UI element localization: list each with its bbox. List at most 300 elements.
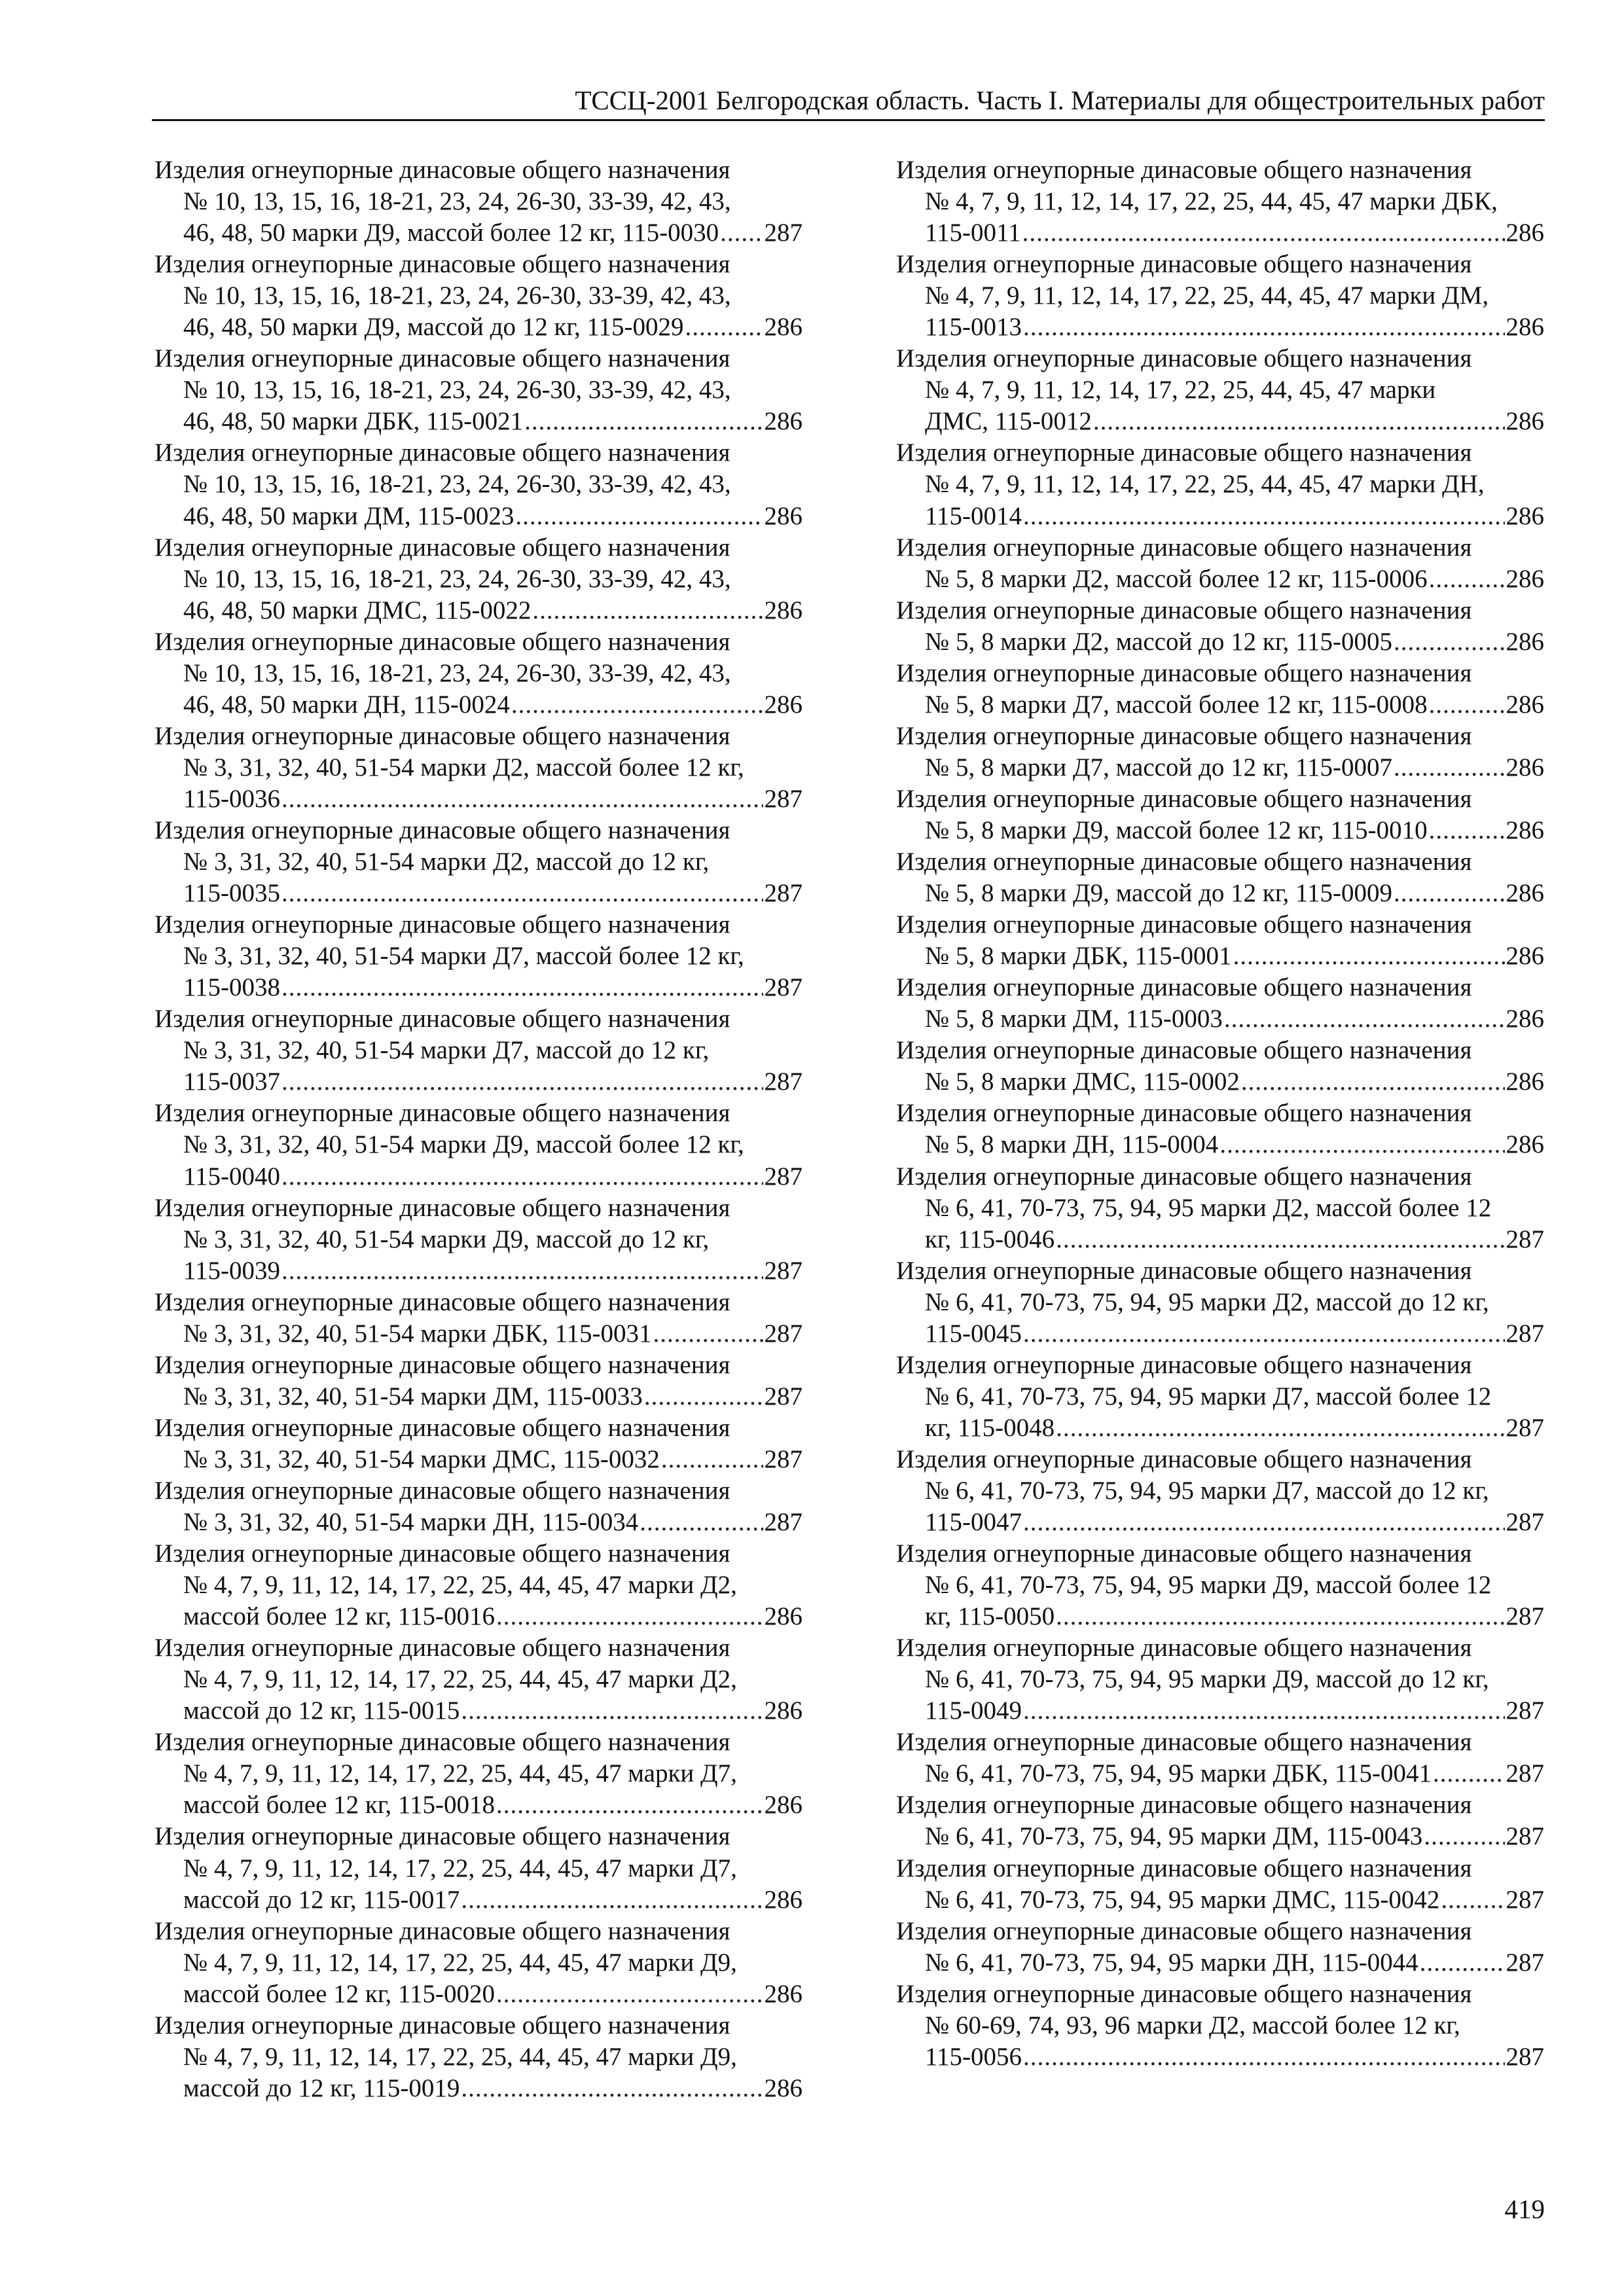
entry-continuation: № 3, 31, 32, 40, 51-54 марки Д7, массой до 12 кг, bbox=[183, 1036, 710, 1065]
entry-last-line bbox=[154, 1979, 803, 2010]
entry-continuation: № 10, 13, 15, 16, 18-21, 23, 24, 26-30, 33-39, 42, 43, bbox=[183, 376, 731, 404]
index-entry bbox=[896, 1853, 1544, 1916]
entry-title: Изделия огнеупорные динасовые общего назначения bbox=[154, 344, 731, 373]
dot-leader bbox=[281, 1255, 763, 1287]
entry-code: 46, 48, 50 марки ДМС, 115-0022 bbox=[183, 596, 532, 624]
dot-leader bbox=[1429, 689, 1505, 721]
entry-page-ref: 286 bbox=[1506, 879, 1544, 908]
entry-code: массой до 12 кг, 115-0017 bbox=[183, 1885, 460, 1914]
entry-last-line bbox=[154, 1318, 803, 1350]
dot-leader bbox=[685, 312, 763, 343]
index-entry bbox=[896, 1632, 1544, 1727]
entry-code: 115-0037 bbox=[183, 1067, 281, 1096]
entry-continuation: № 6, 41, 70-73, 75, 94, 95 марки Д9, массой более 12 bbox=[925, 1571, 1492, 1600]
index-entry bbox=[154, 626, 803, 721]
index-entry bbox=[154, 1475, 803, 1538]
entry-page-ref: 286 bbox=[1506, 753, 1544, 781]
entry-page-ref: 286 bbox=[764, 2073, 803, 2102]
entry-continuation: № 6, 41, 70-73, 75, 94, 95 марки Д2, массой более 12 bbox=[925, 1193, 1492, 1222]
entry-code: массой более 12 кг, 115-0016 bbox=[183, 1602, 495, 1631]
dot-leader bbox=[1429, 815, 1505, 846]
entry-code: 46, 48, 50 марки Д9, массой до 12 кг, 115-0029 bbox=[183, 313, 684, 342]
entry-code: массой до 12 кг, 115-0015 bbox=[183, 1696, 460, 1725]
entry-continuation: № 4, 7, 9, 11, 12, 14, 17, 22, 25, 44, 45, 47 марки Д7, bbox=[183, 1854, 737, 1882]
index-entry bbox=[896, 1350, 1544, 1444]
entry-page-ref: 287 bbox=[1506, 1885, 1544, 1914]
entry-title: Изделия огнеупорные динасовые общего назначения bbox=[154, 1193, 731, 1222]
dot-leader bbox=[1023, 2041, 1504, 2073]
index-entry bbox=[154, 1003, 803, 1098]
entry-last-line bbox=[896, 1507, 1544, 1538]
dot-leader bbox=[1022, 217, 1505, 249]
index-entry bbox=[896, 909, 1544, 972]
entry-code: 46, 48, 50 марки ДБК, 115-0021 bbox=[183, 407, 524, 436]
index-entry bbox=[154, 437, 803, 531]
index-entry bbox=[154, 1412, 803, 1475]
entry-code: ДМС, 115-0012 bbox=[925, 407, 1092, 436]
entry-title: Изделия огнеупорные динасовые общего назначения bbox=[154, 1099, 731, 1128]
entry-page-ref: 286 bbox=[1506, 313, 1544, 342]
entry-page-ref: 286 bbox=[1506, 407, 1544, 436]
dot-leader bbox=[281, 1161, 763, 1193]
entry-last-line bbox=[154, 1695, 803, 1727]
entry-page-ref: 287 bbox=[764, 1319, 803, 1348]
dot-leader bbox=[1093, 406, 1505, 437]
entry-code: массой более 12 кг, 115-0018 bbox=[183, 1791, 495, 1820]
entry-last-line bbox=[154, 878, 803, 909]
index-entry bbox=[896, 595, 1544, 658]
entry-code: массой более 12 кг, 115-0020 bbox=[183, 1979, 495, 2008]
index-entry bbox=[154, 1632, 803, 1727]
entry-code: № 3, 31, 32, 40, 51-54 марки ДМ, 115-0033 bbox=[183, 1382, 643, 1410]
entry-page-ref: 287 bbox=[764, 1444, 803, 1473]
entry-title: Изделия огнеупорные динасовые общего назначения bbox=[154, 910, 731, 939]
index-entry bbox=[154, 815, 803, 909]
entry-last-line bbox=[896, 626, 1544, 658]
entry-page-ref: 287 bbox=[1506, 2042, 1544, 2071]
entry-page-ref: 287 bbox=[1506, 1602, 1544, 1631]
entry-page-ref: 286 bbox=[764, 1602, 803, 1631]
dot-leader bbox=[1441, 1884, 1504, 1916]
dot-leader bbox=[1023, 1318, 1504, 1350]
dot-leader bbox=[1056, 1412, 1504, 1444]
entry-page-ref: 286 bbox=[1506, 564, 1544, 593]
index-column-left bbox=[154, 154, 803, 2104]
entry-continuation: № 4, 7, 9, 11, 12, 14, 17, 22, 25, 44, 45, 47 марки bbox=[925, 376, 1436, 404]
entry-title: Изделия огнеупорные динасовые общего назначения bbox=[896, 344, 1472, 373]
entry-page-ref: 286 bbox=[764, 596, 803, 624]
index-entry bbox=[154, 1916, 803, 2010]
index-column-right bbox=[896, 154, 1544, 2073]
entry-page-ref: 286 bbox=[764, 1696, 803, 1725]
entry-continuation: № 4, 7, 9, 11, 12, 14, 17, 22, 25, 44, 45, 47 марки Д9, bbox=[183, 1948, 737, 1977]
dot-leader bbox=[532, 595, 763, 626]
entry-page-ref: 286 bbox=[764, 1791, 803, 1820]
dot-leader bbox=[1023, 501, 1504, 532]
entry-last-line bbox=[896, 564, 1544, 595]
entry-last-line bbox=[154, 1601, 803, 1632]
header-rule bbox=[152, 119, 1545, 121]
entry-last-line bbox=[154, 501, 803, 532]
dot-leader bbox=[1224, 1003, 1505, 1035]
entry-code: 46, 48, 50 марки ДН, 115-0024 bbox=[183, 690, 510, 719]
entry-title: Изделия огнеупорные динасовые общего назначения bbox=[896, 848, 1472, 876]
dot-leader bbox=[1023, 312, 1504, 343]
index-entry bbox=[896, 1789, 1544, 1852]
dot-leader bbox=[281, 1066, 763, 1098]
entry-page-ref: 287 bbox=[1506, 1319, 1544, 1348]
dot-leader bbox=[281, 783, 763, 815]
index-entry bbox=[896, 1538, 1544, 1632]
entry-page-ref: 287 bbox=[764, 1256, 803, 1285]
entry-page-ref: 286 bbox=[1506, 501, 1544, 530]
entry-last-line bbox=[154, 217, 803, 249]
entry-title: Изделия огнеупорные динасовые общего назначения bbox=[896, 1350, 1472, 1379]
dot-leader bbox=[1394, 626, 1505, 658]
dot-leader bbox=[661, 1444, 763, 1475]
entry-code: 115-0039 bbox=[183, 1256, 281, 1285]
entry-page-ref: 287 bbox=[764, 1162, 803, 1191]
entry-title: Изделия огнеупорные динасовые общего назначения bbox=[896, 1256, 1472, 1285]
entry-last-line bbox=[896, 1066, 1544, 1098]
index-entry bbox=[896, 249, 1544, 343]
entry-title: Изделия огнеупорные динасовые общего назначения bbox=[154, 1634, 731, 1662]
entry-title: Изделия огнеупорные динасовые общего назначения bbox=[154, 156, 731, 184]
entry-code: 115-0045 bbox=[925, 1319, 1022, 1348]
entry-code: № 6, 41, 70-73, 75, 94, 95 марки ДБК, 115-0041 bbox=[925, 1759, 1432, 1788]
entry-title: Изделия огнеупорные динасовые общего назначения bbox=[154, 533, 731, 562]
entry-continuation: № 4, 7, 9, 11, 12, 14, 17, 22, 25, 44, 45, 47 марки ДН, bbox=[925, 470, 1485, 499]
index-entry bbox=[896, 343, 1544, 437]
entry-code: № 6, 41, 70-73, 75, 94, 95 марки ДН, 115-0044 bbox=[925, 1948, 1418, 1977]
index-entry bbox=[154, 1727, 803, 1821]
entry-last-line bbox=[154, 1507, 803, 1538]
entry-code: 115-0013 bbox=[925, 313, 1022, 342]
entry-title: Изделия огнеупорные динасовые общего назначения bbox=[896, 910, 1472, 939]
entry-title: Изделия огнеупорные динасовые общего назначения bbox=[896, 1728, 1472, 1757]
dot-leader bbox=[653, 1318, 763, 1350]
entry-last-line bbox=[154, 1444, 803, 1475]
index-entry bbox=[154, 1350, 803, 1412]
entry-page-ref: 286 bbox=[764, 1979, 803, 2008]
entry-last-line bbox=[154, 312, 803, 343]
entry-page-ref: 286 bbox=[764, 690, 803, 719]
entry-title: Изделия огнеупорные динасовые общего назначения bbox=[896, 1099, 1472, 1128]
entry-title: Изделия огнеупорные динасовые общего назначения bbox=[154, 1476, 731, 1505]
entry-title: Изделия огнеупорные динасовые общего назначения bbox=[896, 533, 1472, 562]
entry-continuation: № 60-69, 74, 93, 96 марки Д2, массой более 12 кг, bbox=[925, 2011, 1460, 2039]
dot-leader bbox=[720, 217, 763, 249]
entry-continuation: № 4, 7, 9, 11, 12, 14, 17, 22, 25, 44, 45, 47 марки Д7, bbox=[183, 1759, 737, 1788]
entry-title: Изделия огнеупорные динасовые общего назначения bbox=[154, 1005, 731, 1033]
entry-last-line bbox=[154, 1381, 803, 1412]
entry-title: Изделия огнеупорные динасовые общего назначения bbox=[154, 1350, 731, 1379]
index-entry bbox=[154, 249, 803, 343]
entry-code: № 6, 41, 70-73, 75, 94, 95 марки ДМС, 115-0042 bbox=[925, 1885, 1440, 1914]
entry-continuation: № 4, 7, 9, 11, 12, 14, 17, 22, 25, 44, 45, 47 марки ДМ, bbox=[925, 281, 1489, 310]
entry-title: Изделия огнеупорные динасовые общего назначения bbox=[896, 1854, 1472, 1882]
index-entry bbox=[896, 846, 1544, 909]
entry-title: Изделия огнеупорные динасовые общего назначения bbox=[154, 1413, 731, 1442]
entry-code: 115-0038 bbox=[183, 973, 281, 1002]
dot-leader bbox=[640, 1507, 763, 1538]
entry-code: кг, 115-0050 bbox=[925, 1602, 1055, 1631]
entry-last-line bbox=[896, 878, 1544, 909]
entry-page-ref: 287 bbox=[1506, 1225, 1544, 1253]
dot-leader bbox=[1023, 1695, 1504, 1727]
entry-continuation: № 3, 31, 32, 40, 51-54 марки Д7, массой более 12 кг, bbox=[183, 942, 744, 971]
dot-leader bbox=[1429, 564, 1505, 595]
entry-last-line bbox=[154, 689, 803, 721]
index-entry bbox=[154, 1821, 803, 1915]
entry-page-ref: 286 bbox=[1506, 1067, 1544, 1096]
dot-leader bbox=[461, 1695, 763, 1727]
dot-leader bbox=[281, 972, 763, 1003]
entry-last-line bbox=[154, 972, 803, 1003]
dot-leader bbox=[496, 1601, 763, 1632]
entry-code: № 5, 8 марки ДМ, 115-0003 bbox=[925, 1005, 1223, 1033]
entry-last-line bbox=[896, 752, 1544, 783]
entry-title: Изделия огнеупорные динасовые общего назначения bbox=[896, 1791, 1472, 1820]
entry-title: Изделия огнеупорные динасовые общего назначения bbox=[896, 156, 1472, 184]
entry-title: Изделия огнеупорные динасовые общего назначения bbox=[896, 784, 1472, 813]
entry-code: 115-0049 bbox=[925, 1696, 1022, 1725]
dot-leader bbox=[461, 1884, 763, 1916]
entry-page-ref: 287 bbox=[764, 1508, 803, 1537]
index-entry bbox=[154, 909, 803, 1003]
entry-title: Изделия огнеупорные динасовые общего назначения bbox=[154, 1822, 731, 1851]
dot-leader bbox=[1420, 1947, 1505, 1979]
entry-last-line bbox=[896, 1758, 1544, 1789]
entry-page-ref: 287 bbox=[1506, 1508, 1544, 1537]
entry-title: Изделия огнеупорные динасовые общего назначения bbox=[154, 250, 731, 279]
index-entry bbox=[154, 532, 803, 626]
entry-continuation: № 4, 7, 9, 11, 12, 14, 17, 22, 25, 44, 45, 47 марки Д2, bbox=[183, 1571, 737, 1600]
entry-code: № 5, 8 марки Д2, массой до 12 кг, 115-0005 bbox=[925, 627, 1392, 656]
entry-page-ref: 286 bbox=[764, 407, 803, 436]
entry-last-line bbox=[154, 1884, 803, 1916]
entry-page-ref: 286 bbox=[1506, 1130, 1544, 1159]
entry-code: № 5, 8 марки Д2, массой более 12 кг, 115-0006 bbox=[925, 564, 1428, 593]
entry-page-ref: 286 bbox=[764, 501, 803, 530]
entry-last-line bbox=[896, 1821, 1544, 1852]
dot-leader bbox=[511, 689, 763, 721]
entry-title: Изделия огнеупорные динасовые общего назначения bbox=[896, 1916, 1472, 1945]
entry-continuation: № 6, 41, 70-73, 75, 94, 95 марки Д2, массой до 12 кг, bbox=[925, 1287, 1489, 1316]
entry-page-ref: 286 bbox=[1506, 942, 1544, 971]
entry-last-line bbox=[154, 1789, 803, 1821]
dot-leader bbox=[1023, 1507, 1504, 1538]
entry-page-ref: 287 bbox=[1506, 1822, 1544, 1851]
entry-last-line bbox=[896, 1318, 1544, 1350]
entry-title: Изделия огнеупорные динасовые общего назначения bbox=[154, 721, 731, 750]
entry-last-line bbox=[896, 1003, 1544, 1035]
entry-continuation: № 10, 13, 15, 16, 18-21, 23, 24, 26-30, 33-39, 42, 43, bbox=[183, 470, 731, 499]
entry-page-ref: 287 bbox=[764, 1382, 803, 1410]
entry-title: Изделия огнеупорные динасовые общего назначения bbox=[154, 1287, 731, 1316]
entry-page-ref: 286 bbox=[1506, 816, 1544, 844]
entry-page-ref: 286 bbox=[1506, 627, 1544, 656]
entry-code: № 3, 31, 32, 40, 51-54 марки ДБК, 115-0031 bbox=[183, 1319, 652, 1348]
entry-continuation: № 3, 31, 32, 40, 51-54 марки Д9, массой более 12 кг, bbox=[183, 1130, 744, 1159]
index-entry bbox=[896, 1161, 1544, 1255]
entry-title: Изделия огнеупорные динасовые общего назначения bbox=[896, 1444, 1472, 1473]
index-entry bbox=[154, 154, 803, 249]
entry-title: Изделия огнеупорные динасовые общего назначения bbox=[896, 596, 1472, 624]
entry-last-line bbox=[154, 783, 803, 815]
entry-page-ref: 286 bbox=[764, 313, 803, 342]
index-entry bbox=[896, 154, 1544, 249]
entry-title: Изделия огнеупорные динасовые общего назначения bbox=[896, 658, 1472, 687]
index-entry bbox=[154, 1193, 803, 1287]
entry-code: № 3, 31, 32, 40, 51-54 марки ДМС, 115-0032 bbox=[183, 1444, 660, 1473]
entry-continuation: № 10, 13, 15, 16, 18-21, 23, 24, 26-30, 33-39, 42, 43, bbox=[183, 564, 731, 593]
index-entry bbox=[896, 1979, 1544, 2073]
index-entry bbox=[154, 1287, 803, 1350]
entry-last-line bbox=[154, 1255, 803, 1287]
entry-last-line bbox=[896, 815, 1544, 846]
entry-last-line bbox=[896, 1947, 1544, 1979]
entry-code: массой до 12 кг, 115-0019 bbox=[183, 2073, 460, 2102]
entry-last-line bbox=[154, 1066, 803, 1098]
entry-last-line bbox=[896, 406, 1544, 437]
entry-continuation: № 4, 7, 9, 11, 12, 14, 17, 22, 25, 44, 45, 47 марки Д2, bbox=[183, 1665, 737, 1694]
entry-page-ref: 286 bbox=[1506, 1005, 1544, 1033]
entry-title: Изделия огнеупорные динасовые общего назначения bbox=[154, 1539, 731, 1568]
entry-code: № 6, 41, 70-73, 75, 94, 95 марки ДМ, 115-0043 bbox=[925, 1822, 1423, 1851]
entry-code: № 5, 8 марки Д9, массой более 12 кг, 115-0010 bbox=[925, 816, 1428, 844]
entry-page-ref: 287 bbox=[764, 879, 803, 908]
entry-title: Изделия огнеупорные динасовые общего назначения bbox=[896, 439, 1472, 467]
entry-continuation: № 4, 7, 9, 11, 12, 14, 17, 22, 25, 44, 45, 47 марки Д9, bbox=[183, 2042, 737, 2071]
index-entry bbox=[896, 1255, 1544, 1350]
entry-page-ref: 286 bbox=[764, 1885, 803, 1914]
entry-last-line bbox=[896, 1224, 1544, 1255]
entry-continuation: № 3, 31, 32, 40, 51-54 марки Д2, массой более 12 кг, bbox=[183, 753, 744, 781]
entry-code: кг, 115-0048 bbox=[925, 1413, 1055, 1442]
entry-code: 115-0011 bbox=[925, 219, 1021, 247]
entry-last-line bbox=[896, 1884, 1544, 1916]
entry-last-line bbox=[896, 217, 1544, 249]
entry-continuation: № 10, 13, 15, 16, 18-21, 23, 24, 26-30, 33-39, 42, 43, bbox=[183, 187, 731, 216]
entry-code: 115-0014 bbox=[925, 501, 1022, 530]
dot-leader bbox=[281, 878, 763, 909]
index-entry bbox=[896, 783, 1544, 846]
entry-code: 115-0036 bbox=[183, 784, 281, 813]
entry-continuation: № 10, 13, 15, 16, 18-21, 23, 24, 26-30, 33-39, 42, 43, bbox=[183, 281, 731, 310]
dot-leader bbox=[496, 1979, 763, 2010]
entry-title: Изделия огнеупорные динасовые общего назначения bbox=[154, 1916, 731, 1945]
index-entry bbox=[896, 1916, 1544, 1979]
entry-page-ref: 286 bbox=[1506, 219, 1544, 247]
entry-last-line bbox=[154, 1161, 803, 1193]
running-header: ТССЦ-2001 Белгородская область. Часть I. Материалы для общестроительных работ bbox=[575, 85, 1545, 115]
dot-leader bbox=[1394, 878, 1505, 909]
entry-title: Изделия огнеупорные динасовые общего назначения bbox=[154, 439, 731, 467]
entry-last-line bbox=[896, 501, 1544, 532]
entry-title: Изделия огнеупорные динасовые общего назначения bbox=[154, 816, 731, 844]
entry-code: 115-0040 bbox=[183, 1162, 281, 1191]
dot-leader bbox=[496, 1789, 763, 1821]
dot-leader bbox=[1219, 1129, 1504, 1160]
dot-leader bbox=[524, 406, 763, 437]
index-entry bbox=[154, 721, 803, 815]
entry-title: Изделия огнеупорные динасовые общего назначения bbox=[896, 1634, 1472, 1662]
entry-page-ref: 286 bbox=[1506, 690, 1544, 719]
dot-leader bbox=[1394, 752, 1505, 783]
index-entry bbox=[154, 1098, 803, 1192]
entry-code: № 5, 8 марки ДМС, 115-0002 bbox=[925, 1067, 1240, 1096]
index-entry bbox=[154, 2010, 803, 2104]
entry-page-ref: 287 bbox=[1506, 1948, 1544, 1977]
entry-last-line bbox=[896, 941, 1544, 972]
dot-leader bbox=[1433, 1758, 1504, 1789]
index-entry bbox=[896, 721, 1544, 783]
entry-continuation: № 3, 31, 32, 40, 51-54 марки Д9, массой до 12 кг, bbox=[183, 1225, 710, 1253]
dot-leader bbox=[1056, 1224, 1504, 1255]
index-entry bbox=[896, 658, 1544, 721]
index-entry bbox=[896, 1727, 1544, 1789]
entry-code: № 5, 8 марки Д7, массой до 12 кг, 115-0007 bbox=[925, 753, 1392, 781]
dot-leader bbox=[1233, 941, 1505, 972]
entry-continuation: № 10, 13, 15, 16, 18-21, 23, 24, 26-30, 33-39, 42, 43, bbox=[183, 658, 731, 687]
entry-last-line bbox=[896, 1601, 1544, 1632]
entry-page-ref: 287 bbox=[1506, 1696, 1544, 1725]
dot-leader bbox=[1056, 1601, 1504, 1632]
entry-code: 46, 48, 50 марки ДМ, 115-0023 bbox=[183, 501, 514, 530]
entry-last-line bbox=[896, 1412, 1544, 1444]
entry-code: № 3, 31, 32, 40, 51-54 марки ДН, 115-0034 bbox=[183, 1508, 639, 1537]
entry-last-line bbox=[896, 1129, 1544, 1160]
entry-title: Изделия огнеупорные динасовые общего назначения bbox=[896, 250, 1472, 279]
entry-page-ref: 287 bbox=[764, 973, 803, 1002]
dot-leader bbox=[1241, 1066, 1505, 1098]
entry-continuation: № 6, 41, 70-73, 75, 94, 95 марки Д9, массой до 12 кг, bbox=[925, 1665, 1489, 1694]
index-entry bbox=[896, 1035, 1544, 1098]
dot-leader bbox=[1424, 1821, 1504, 1852]
entry-last-line bbox=[896, 1695, 1544, 1727]
entry-continuation: № 6, 41, 70-73, 75, 94, 95 марки Д7, массой до 12 кг, bbox=[925, 1476, 1489, 1505]
entry-page-ref: 287 bbox=[764, 1067, 803, 1096]
dot-leader bbox=[461, 2073, 763, 2104]
entry-code: 115-0035 bbox=[183, 879, 281, 908]
entry-title: Изделия огнеупорные динасовые общего назначения bbox=[154, 2011, 731, 2039]
entry-code: № 5, 8 марки ДН, 115-0004 bbox=[925, 1130, 1219, 1159]
entry-code: 115-0047 bbox=[925, 1508, 1022, 1537]
dot-leader bbox=[644, 1381, 763, 1412]
entry-title: Изделия огнеупорные динасовые общего назначения bbox=[896, 1979, 1472, 2008]
entry-code: 115-0056 bbox=[925, 2042, 1022, 2071]
entry-code: № 5, 8 марки Д7, массой более 12 кг, 115-0008 bbox=[925, 690, 1428, 719]
index-entry bbox=[896, 1444, 1544, 1538]
entry-code: кг, 115-0046 bbox=[925, 1225, 1055, 1253]
entry-continuation: № 4, 7, 9, 11, 12, 14, 17, 22, 25, 44, 45, 47 марки ДБК, bbox=[925, 187, 1498, 216]
index-entry bbox=[896, 532, 1544, 595]
index-entry bbox=[154, 1538, 803, 1632]
entry-title: Изделия огнеупорные динасовые общего назначения bbox=[896, 1539, 1472, 1568]
entry-page-ref: 287 bbox=[1506, 1759, 1544, 1788]
index-entry bbox=[896, 437, 1544, 531]
entry-continuation: № 3, 31, 32, 40, 51-54 марки Д2, массой до 12 кг, bbox=[183, 848, 710, 876]
index-entry bbox=[896, 972, 1544, 1035]
entry-title: Изделия огнеупорные динасовые общего назначения bbox=[154, 627, 731, 656]
entry-page-ref: 287 bbox=[1506, 1413, 1544, 1442]
dot-leader bbox=[515, 501, 763, 532]
entry-page-ref: 287 bbox=[764, 219, 803, 247]
index-entry bbox=[896, 1098, 1544, 1160]
entry-code: № 5, 8 марки ДБК, 115-0001 bbox=[925, 942, 1232, 971]
entry-last-line bbox=[896, 312, 1544, 343]
